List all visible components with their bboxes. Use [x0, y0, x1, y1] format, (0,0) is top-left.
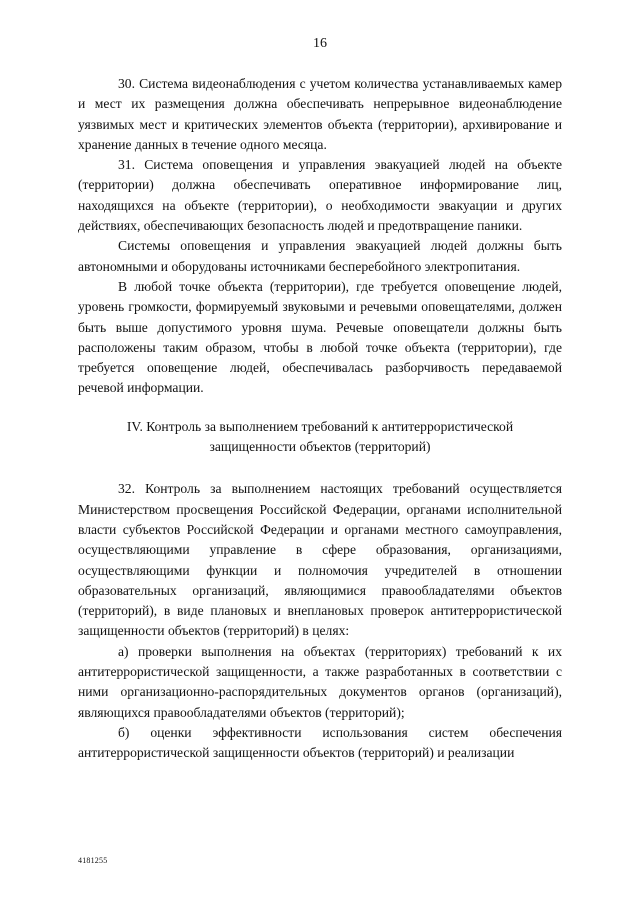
paragraph-32: 32. Контроль за выполнением настоящих требований осуществляется Министерством просвещения Российской Федерации, органами исполнительной власти субъектов Российской Федерации и органами местного самоуправления, осуществляющими управление в сфере образования, организациями, осуществляющими функции и полномочия учредителей в отношении образовательных организаций, являющимися правообладателями объектов (территорий), в виде плановых и внеплановых проверок антитеррористической защищенности объектов (территорий) в целях: [78, 481, 562, 639]
paragraph-32-b: б) оценки эффективности использования систем обеспечения антитеррористической защищенности объектов (территорий) и реализации [78, 724, 562, 761]
section-heading-line-2: защищенности объектов (территорий) [209, 439, 431, 455]
section-heading [78, 417, 562, 458]
document-body [78, 74, 562, 764]
paragraph-alert-systems: Системы оповещения и управления эвакуацией людей должны быть автономными и оборудованы источниками бесперебойного электропитания. [78, 238, 562, 274]
paragraph-32-a: а) проверки выполнения на объектах (территориях) требований к их антитеррористической защищенности, а также разработанных в соответствии с ними организационно-распорядительных документов органов (организаций), являющихся правообладателями объектов (территорий); [78, 643, 562, 720]
paragraph-31: 31. Система оповещения и управления эвакуацией людей на объекте (территории) должна обеспечивать оперативное информирование лиц, находящихся на объекте (территории), о необходимости эвакуации и других действиях, обеспечивающих безопасность людей и предотвращение паники. [78, 157, 562, 234]
paragraph-alert-volume: В любой точке объекта (территории), где требуется оповещение людей, уровень громкости, формируемый звуковыми и речевыми оповещателями, должен быть выше допустимого уровня шума. Речевые оповещатели должны быть расположены таким образом, чтобы в любой точке объекта (территории), где требуется оповещение людей, обеспечивалась разборчивость передаваемой речевой информации. [78, 278, 562, 396]
section-heading-line-1: IV. Контроль за выполнением требований к антитеррористической [126, 418, 514, 434]
footer-document-code: 4181255 [78, 856, 108, 865]
page-number: 16 [313, 36, 327, 51]
paragraph-30: 30. Система видеонаблюдения с учетом количества устанавливаемых камер и мест их размещения должна обеспечивать непрерывное видеонаблюдение уязвимых мест и критических элементов объекта (территории), архивирование и хранение данных в течение одного месяца. [78, 76, 562, 152]
